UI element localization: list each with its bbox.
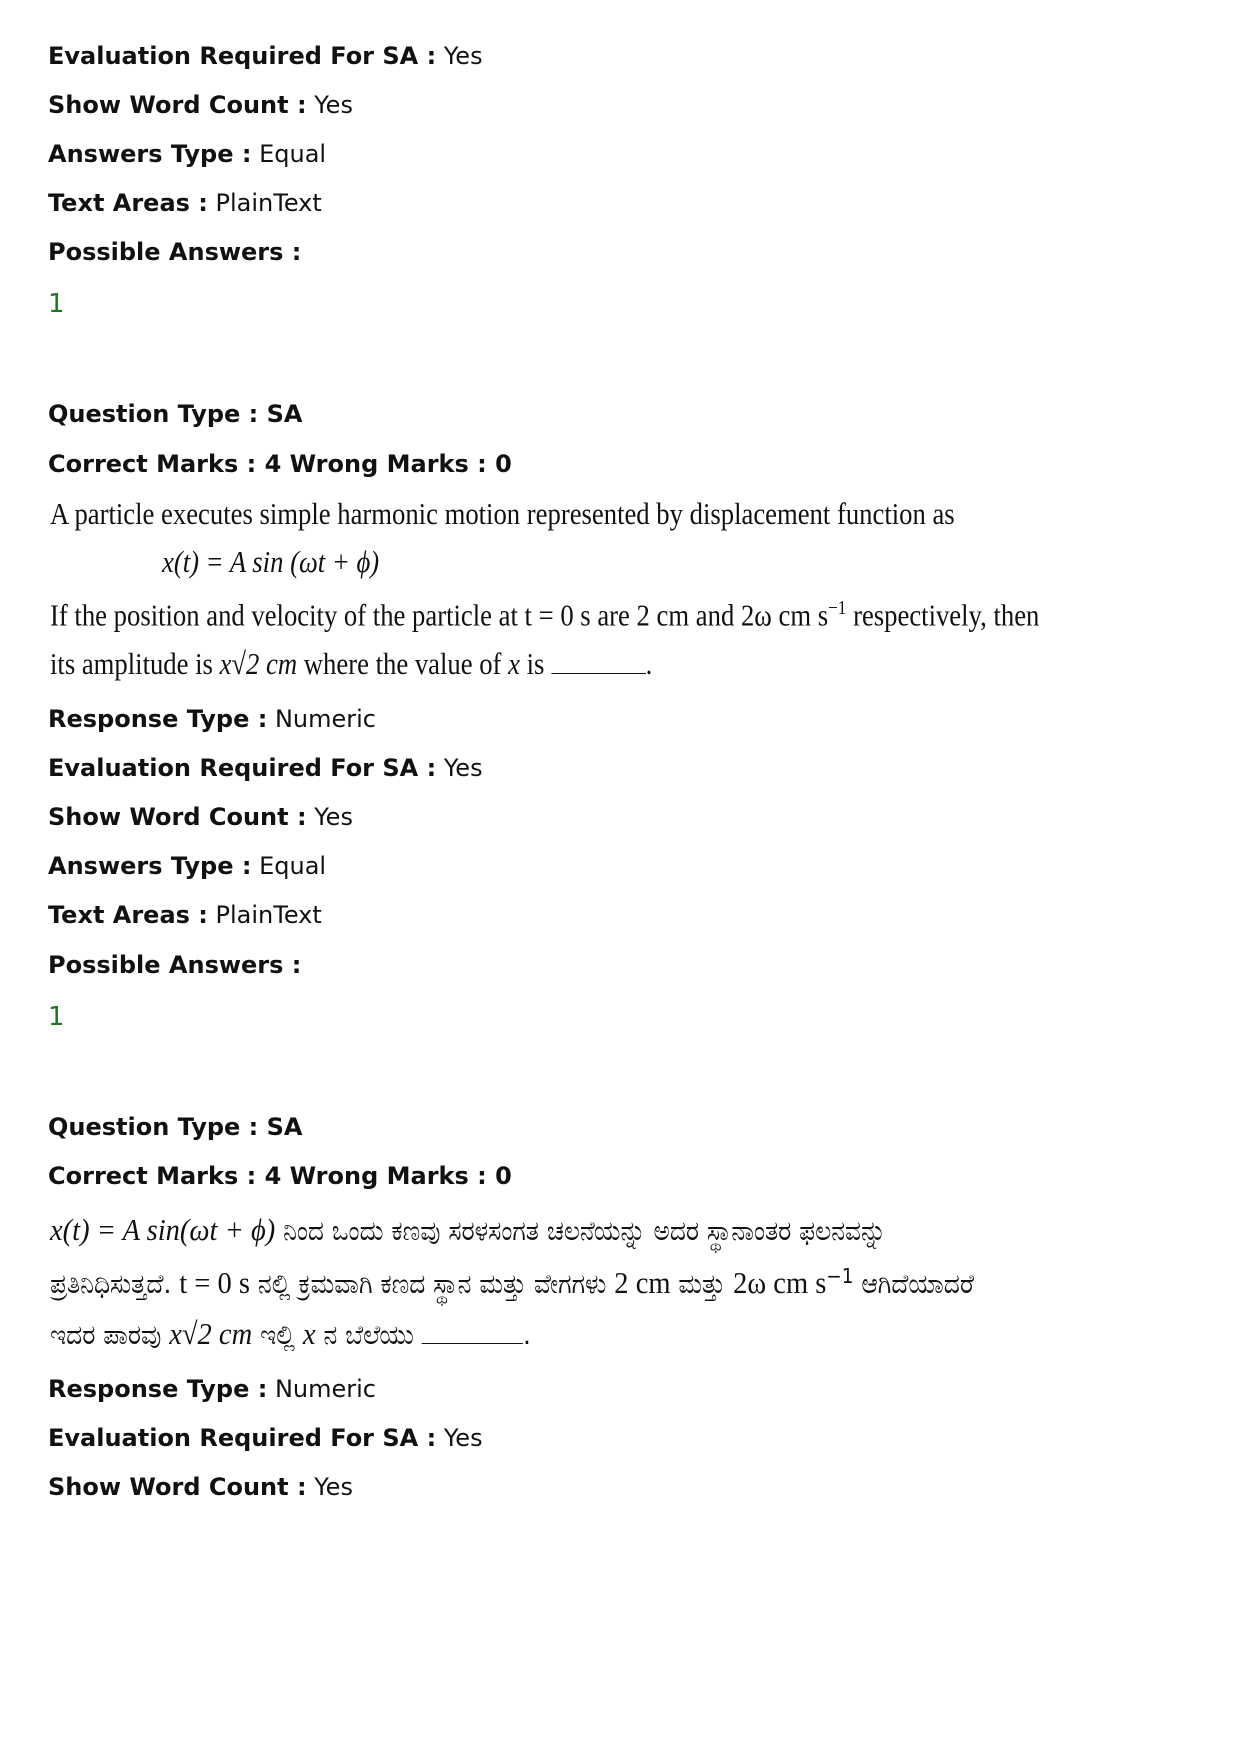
- evaluation-required-row: [48, 40, 483, 72]
- field-label: Possible Answers :: [48, 238, 302, 266]
- field-label: Response Type :: [48, 1375, 268, 1403]
- field-label: Show Word Count :: [48, 803, 307, 831]
- text-part: ಪ್ರತಿನಿಧಿಸುತ್ತದೆ.: [50, 1269, 180, 1300]
- field-value: PlainText: [215, 901, 322, 929]
- math-variable: x: [508, 646, 520, 681]
- text-part: where the value of: [297, 646, 509, 681]
- field-label: Possible Answers :: [48, 951, 302, 979]
- math-expression: t = 0 s: [179, 1265, 251, 1300]
- field-value: Yes: [443, 42, 483, 70]
- possible-answers-row: [48, 236, 301, 268]
- field-label: Text Areas :: [48, 189, 208, 217]
- field-value: Numeric: [274, 705, 376, 733]
- field-value: Equal: [259, 140, 327, 168]
- field-label: Evaluation Required For SA :: [48, 42, 437, 70]
- field-value: Yes: [443, 1424, 483, 1452]
- question-text-line: A particle executes simple harmonic motion represented by displacement function as: [50, 496, 955, 531]
- field-value: PlainText: [215, 189, 322, 217]
- field-label: Answers Type :: [48, 852, 252, 880]
- field-value: Equal: [259, 852, 327, 880]
- text-part: .: [523, 1320, 531, 1351]
- marks: Correct Marks : 4 Wrong Marks : 0: [48, 450, 512, 478]
- marks: Correct Marks : 4 Wrong Marks : 0: [48, 1162, 512, 1190]
- math-variable: x: [302, 1316, 316, 1351]
- superscript: −1: [826, 1264, 854, 1288]
- math-expression: x√2 cm: [169, 1316, 253, 1351]
- text-part: respectively, then: [846, 597, 1040, 633]
- text-part: ಇದರ ಪಾರವು: [50, 1320, 170, 1351]
- field-value: Yes: [314, 91, 353, 119]
- text-part: ಮತ್ತು: [670, 1269, 734, 1300]
- question-text-line: [50, 1314, 531, 1356]
- field-value: Yes: [314, 803, 353, 831]
- question-equation: [162, 542, 379, 582]
- text-part: .: [645, 646, 653, 681]
- field-value: Numeric: [274, 1375, 376, 1403]
- marks-row: [48, 448, 512, 480]
- text-part: is: [519, 646, 552, 681]
- field-label: Show Word Count :: [48, 91, 307, 119]
- possible-answer-value: 1: [48, 1002, 65, 1032]
- answer-blank: [422, 1317, 523, 1344]
- math-expression: 2ω cm s: [733, 1265, 827, 1300]
- possible-answers-row: [48, 949, 301, 981]
- question-type-row: [48, 398, 302, 430]
- question-text-line: [50, 644, 652, 684]
- evaluation-required-row: [48, 1422, 483, 1454]
- question-text-line: [50, 1210, 886, 1252]
- question-text-line: [50, 588, 1039, 635]
- response-type-row: [48, 703, 376, 735]
- answers-type-row: [48, 850, 326, 882]
- field-label: Answers Type :: [48, 140, 252, 168]
- text-part: ಇಲ್ಲಿ: [252, 1320, 303, 1351]
- evaluation-required-row: [48, 752, 483, 784]
- marks-row: [48, 1160, 512, 1192]
- show-word-count-row: [48, 1471, 353, 1503]
- equation-text: x(t) = A sin (ωt + ϕ): [162, 544, 380, 579]
- superscript: −1: [828, 597, 847, 619]
- field-label: Response Type :: [48, 705, 268, 733]
- text-part: ನಿಂದ ಒಂದು ಕಣವು ಸರಳಸಂಗತ ಚಲನೆಯನ್ನು ಅದರ ಸ್ಥಾನಾಂತರ ಫಲನವನ್ನು: [275, 1216, 887, 1247]
- possible-answer-value: 1: [48, 289, 65, 319]
- response-type-row: [48, 1373, 376, 1405]
- math-expression: x(t) = A sin(ωt + ϕ): [50, 1212, 276, 1247]
- text-areas-row: [48, 899, 322, 931]
- show-word-count-row: [48, 89, 353, 121]
- math-expression: 2 cm: [614, 1265, 671, 1300]
- answers-type-row: [48, 138, 326, 170]
- field-label: Evaluation Required For SA :: [48, 1424, 437, 1452]
- text-areas-row: [48, 187, 322, 219]
- field-label: Evaluation Required For SA :: [48, 754, 437, 782]
- text-part: ನಲ್ಲಿ ಕ್ರಮವಾಗಿ ಕಣದ ಸ್ಥಾನ ಮತ್ತು ವೇಗಗಳು: [250, 1269, 615, 1300]
- field-value: Yes: [443, 754, 483, 782]
- question-text-line: [50, 1256, 974, 1305]
- field-value: Yes: [314, 1473, 353, 1501]
- field-label: Show Word Count :: [48, 1473, 307, 1501]
- question-type-row: [48, 1111, 302, 1143]
- text-part: ನ ಬೆಲೆಯು: [315, 1320, 422, 1351]
- math-expression: x√2 cm: [219, 646, 298, 681]
- question-type: Question Type : SA: [48, 1113, 303, 1141]
- field-label: Text Areas :: [48, 901, 208, 929]
- show-word-count-row: [48, 801, 353, 833]
- text-part: ಆಗಿದೆಯಾದರೆ: [853, 1269, 974, 1300]
- text-part: its amplitude is: [50, 646, 220, 681]
- text-part: If the position and velocity of the particle at t = 0 s are 2 cm and 2ω cm s: [50, 597, 829, 633]
- question-type: Question Type : SA: [48, 400, 303, 428]
- answer-blank: [551, 647, 646, 674]
